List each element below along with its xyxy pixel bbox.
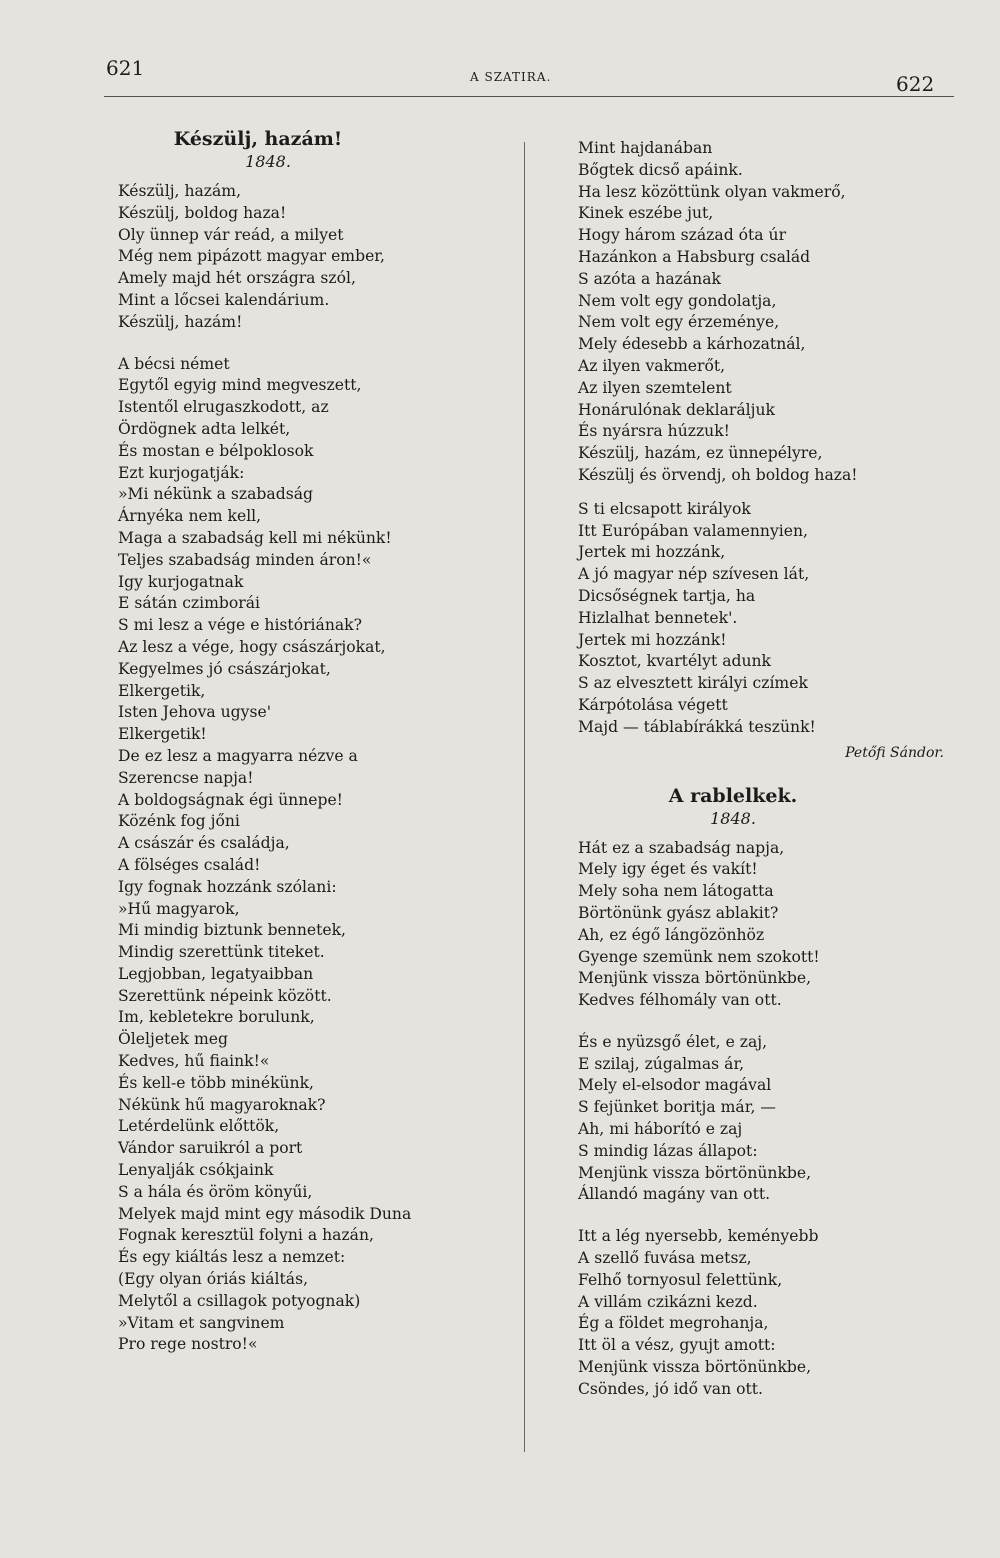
poem-line: Elkergetik,: [118, 681, 206, 700]
poem-line: Börtönünk gyász ablakit?: [578, 903, 779, 922]
poem-line: Kegyelmes jó császárjokat,: [118, 659, 331, 678]
poem-line: Lenyalják csókjaink: [118, 1161, 274, 1180]
poem-line: Isten Jehova ugyse': [118, 703, 271, 722]
header-rule: [104, 96, 954, 97]
poem-line: Ezt kurjogatják:: [118, 463, 245, 482]
poem-line: A jó magyar nép szívesen lát,: [578, 565, 810, 584]
poem1-stanza1: [118, 181, 498, 334]
poem-line: A bécsi német: [118, 354, 230, 373]
poem-line: Amely majd hét országra szól,: [118, 269, 356, 288]
poem-line: És mostan e bélpoklosok: [118, 441, 314, 460]
poem-line: Készülj, boldog haza!: [118, 203, 287, 222]
poem-line: Felhő tornyosul felettünk,: [578, 1270, 783, 1289]
poem-line: Az lesz a vége, hogy császárjokat,: [118, 637, 386, 656]
poem-line: És nyársra húzzuk!: [578, 422, 730, 441]
poem-line: Ah, mi háborító e zaj: [578, 1120, 743, 1139]
poem-line: Készülj és örvendj, oh boldog haza!: [578, 465, 858, 484]
poem-line: Közénk fog jőni: [118, 812, 240, 831]
poem-line: Fognak keresztül folyni a hazán,: [118, 1226, 374, 1245]
poem-line: Kinek eszébe jut,: [578, 204, 714, 223]
poem-line: Istentől elrugaszkodott, az: [118, 398, 329, 417]
poem1-author: Petőfi Sándor.: [845, 744, 944, 761]
poem-line: Maga a szabadság kell mi nékünk!: [118, 528, 392, 547]
poem-line: Ha lesz közöttünk olyan vakmerő,: [578, 182, 846, 201]
poem-line: Nékünk hű magyaroknak?: [118, 1095, 326, 1114]
poem-line: Menjünk vissza börtönünkbe,: [578, 1358, 812, 1377]
poem-line: Pro rege nostro!«: [118, 1335, 258, 1354]
poem-line: Jertek mi hozzánk,: [578, 543, 726, 562]
poem-line: S ti elcsapott királyok: [578, 499, 751, 518]
poem-line: »Hű magyarok,: [118, 899, 240, 918]
poem2-title: A rablelkek.: [668, 784, 798, 807]
poem-line: Vándor saruikról a port: [118, 1139, 303, 1158]
poem-line: És kell-e több minékünk,: [118, 1073, 315, 1092]
poem-line: Még nem pipázott magyar ember,: [118, 247, 385, 266]
poem-line: Kedves, hű fiaink!«: [118, 1052, 270, 1071]
poem-line: A császár és családja,: [118, 834, 290, 853]
poem-line: Mindig szerettünk titeket.: [118, 943, 325, 962]
poem-line: A szellő fuvása metsz,: [578, 1249, 752, 1268]
poem-line: A boldogságnak égi ünnepe!: [118, 790, 343, 809]
right-column: [578, 138, 958, 1421]
poem-line: Árnyéka nem kell,: [118, 507, 262, 526]
poem-line: Az ilyen vakmerőt,: [578, 356, 726, 375]
poem-line: Nem volt egy érzeménye,: [578, 313, 780, 332]
poem-line: Teljes szabadság minden áron!«: [118, 550, 372, 569]
poem-line: Szerettünk népeink között.: [118, 986, 332, 1005]
poem-line: Legjobban, legatyaibban: [118, 964, 314, 983]
poem-line: Mely édesebb a kárhozatnál,: [578, 335, 806, 354]
poem-line: S a hála és öröm könyűi,: [118, 1182, 313, 1201]
poem-line: Állandó magány van ott.: [578, 1185, 771, 1204]
poem-line: Itt öl a vész, gyujt amott:: [578, 1336, 776, 1355]
poem-line: Szerencse napja!: [118, 768, 254, 787]
poem1-stanza4: [578, 499, 958, 739]
poem-line: S az elvesztett királyi czímek: [578, 674, 808, 693]
poem-line: És e nyüzsgő élet, e zaj,: [578, 1032, 768, 1051]
poem-line: Jertek mi hozzánk!: [578, 630, 727, 649]
poem-line: Készülj, hazám,: [118, 182, 242, 200]
poem-line: Készülj, hazám!: [118, 312, 243, 331]
poem-line: S mi lesz a vége e históriának?: [118, 616, 362, 635]
poem-line: Melyek majd mint egy második Duna: [118, 1204, 412, 1223]
poem-line: Az ilyen szemtelent: [578, 378, 732, 397]
poem-line: Igy fognak hozzánk szólani:: [118, 877, 337, 896]
poem-line: Hát ez a szabadság napja,: [578, 838, 785, 857]
poem-line: Kárpótolása végett: [578, 695, 728, 714]
poem-line: A fölséges család!: [118, 855, 261, 874]
poem-line: Ördögnek adta lelkét,: [118, 419, 291, 438]
poem-line: Ég a földet megrohanja,: [578, 1314, 769, 1333]
poem-line: Mint a lőcsei kalendárium.: [118, 290, 330, 309]
poem-line: Im, kebletekre borulunk,: [118, 1008, 315, 1027]
poem-line: S fejünket boritja már, —: [578, 1098, 776, 1117]
poem-line: Elkergetik!: [118, 725, 207, 744]
poem-line: Letérdelünk előttök,: [118, 1117, 280, 1136]
poem-line: Bőgtek dicső apáink.: [578, 160, 743, 179]
poem-line: De ez lesz a magyarra nézve a: [118, 746, 358, 765]
running-title: A SZATIRA.: [470, 70, 552, 84]
poem-line: Igy kurjogatnak: [118, 572, 244, 591]
poem-line: Öleljetek meg: [118, 1030, 228, 1049]
poem1-title: Készülj, hazám!: [173, 128, 343, 150]
poem-line: Melytől a csillagok potyognak): [118, 1291, 361, 1310]
poem-line: Ah, ez égő lángözönhöz: [578, 925, 765, 944]
page-number-left: 621: [106, 56, 145, 80]
poem-line: Mely el-elsodor magával: [578, 1076, 772, 1095]
poem-line: Hizlalhat bennetek'.: [578, 608, 738, 627]
poem-line: E sátán czimborái: [118, 594, 261, 613]
poem2-stanza3: [578, 1226, 958, 1400]
poem2-stanza2: [578, 1032, 958, 1206]
poem1-stanza3: [578, 138, 958, 487]
poem-line: Gyenge szemünk nem szokott!: [578, 947, 820, 966]
poem-line: Mely igy éget és vakít!: [578, 860, 758, 879]
poem-line: Nem volt egy gondolatja,: [578, 291, 777, 310]
poem-line: Itt Európában valamennyien,: [578, 521, 808, 540]
poem-line: Oly ünnep vár reád, a milyet: [118, 225, 344, 244]
column-divider: [524, 142, 525, 1452]
poem-line: Kedves félhomály van ott.: [578, 991, 782, 1010]
poem-line: Egytől egyig mind megveszett,: [118, 376, 362, 395]
poem-line: Honárulónak deklaráljuk: [578, 400, 775, 419]
poem-line: Mi mindig biztunk bennetek,: [118, 921, 347, 940]
poem-line: Majd — táblabírákká teszünk!: [578, 717, 816, 736]
poem-line: Menjünk vissza börtönünkbe,: [578, 969, 812, 988]
poem-line: Csöndes, jó idő van ott.: [578, 1379, 763, 1398]
poem-line: »Vitam et sangvinem: [118, 1313, 285, 1332]
left-column: [118, 128, 498, 1376]
poem2-date: 1848.: [710, 808, 756, 828]
poem-line: Menjünk vissza börtönünkbe,: [578, 1163, 812, 1182]
poem-line: (Egy olyan óriás kiáltás,: [118, 1270, 309, 1289]
poem-line: S azóta a hazának: [578, 269, 721, 288]
page-header: [0, 0, 1000, 100]
poem1-stanza2: [118, 354, 498, 1357]
poem-line: És egy kiáltás lesz a nemzet:: [118, 1248, 346, 1267]
poem-line: Mely soha nem látogatta: [578, 882, 774, 901]
poem1-date: 1848.: [245, 152, 291, 171]
poem2-stanza1: [578, 838, 958, 1012]
poem-line: »Mi nékünk a szabadság: [118, 485, 313, 504]
poem-line: S mindig lázas állapot:: [578, 1141, 758, 1160]
poem-line: Kosztot, kvartélyt adunk: [578, 652, 772, 671]
poem-line: A villám czikázni kezd.: [578, 1292, 758, 1311]
poem-line: E szilaj, zúgalmas ár,: [578, 1054, 745, 1073]
poem-line: Mint hajdanában: [578, 139, 713, 157]
poem-line: Készülj, hazám, ez ünnepélyre,: [578, 444, 823, 463]
poem-line: Hazánkon a Habsburg család: [578, 247, 811, 266]
poem-line: Hogy három század óta úr: [578, 226, 787, 245]
page-number-right: 622: [896, 72, 935, 96]
poem-line: Dicsőségnek tartja, ha: [578, 586, 756, 605]
poem-line: Itt a lég nyersebb, keményebb: [578, 1227, 819, 1246]
